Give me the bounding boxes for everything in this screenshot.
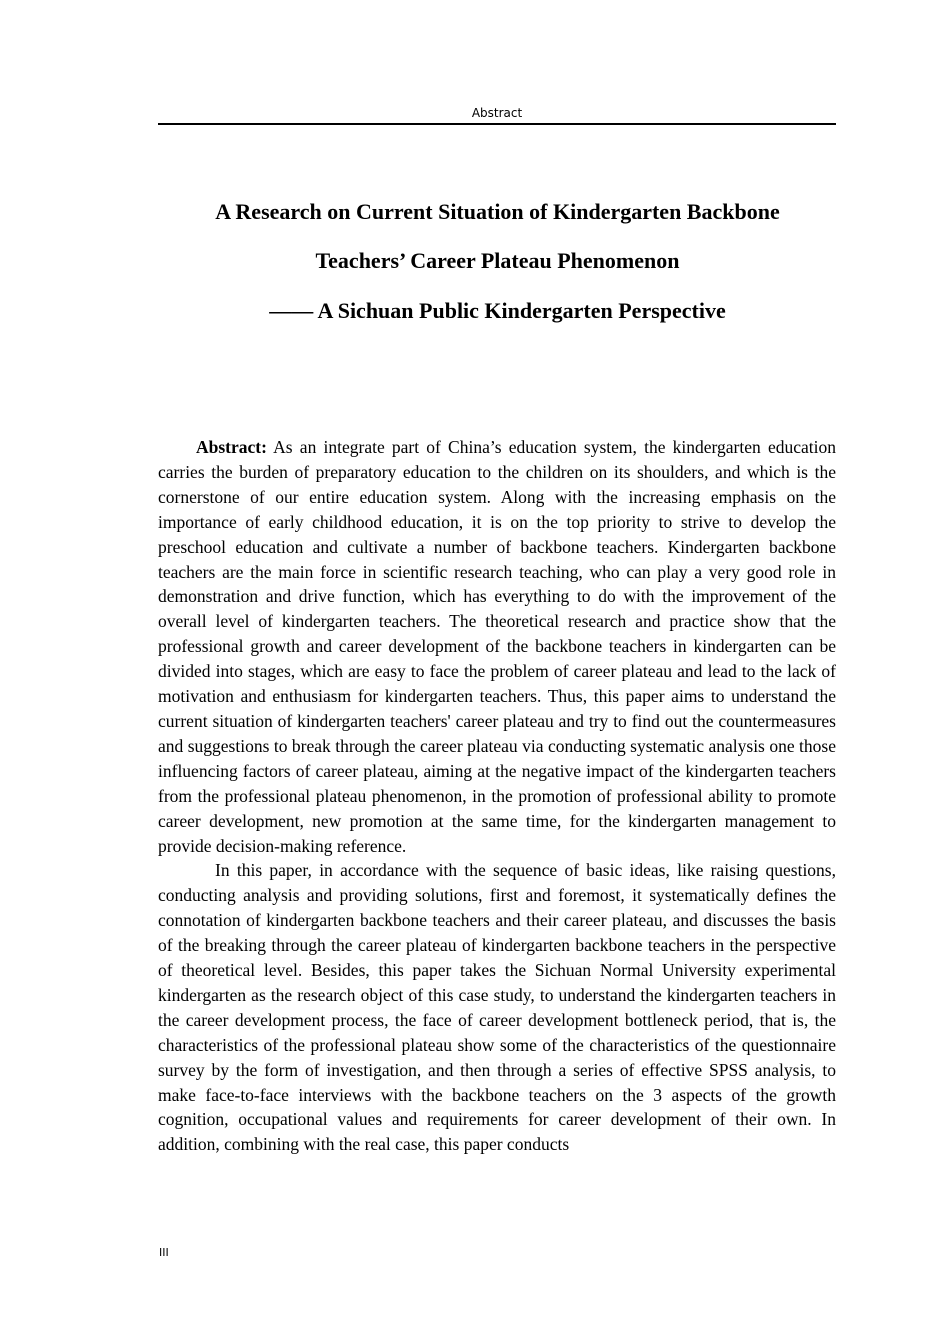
title-line-2: Teachers’ Career Plateau Phenomenon (315, 248, 680, 273)
subtitle-line: —— A Sichuan Public Kindergarten Perspective (269, 298, 726, 323)
page-number: III (159, 1246, 169, 1259)
abstract-body (158, 435, 836, 1157)
abstract-paragraph-1-text: As an integrate part of China’s education system, the kindergarten education carries the burden of preparatory education to the children on its shoulders, and which is the cornerstone of our entire education system. Along with the increasing emphasis on the importance of early childhood education, it is on the top priority to strive to develop the preschool education and cultivate a number of backbone teachers. Kindergarten backbone teachers are the main force in scientific research teaching, who can play a very good role in demonstration and drive function, which has everything to do with the improvement of the overall level of kindergarten teachers. The theoretical research and practice show that the professional growth and career development of the backbone teachers in kindergarten can be divided into stages, which are easy to face the problem of career plateau and lead to the lack of motivation and enthusiasm for kindergarten teachers. Thus, this paper aims to understand the current situation of kindergarten teachers' career plateau and try to find out the countermeasures and suggestions to break through the career plateau via conducting systematic analysis one those influencing factors of career plateau, aiming at the negative impact of the kindergarten teachers from the professional plateau phenomenon, in the promotion of professional ability to promote career development, new promotion at the same time, for the kindergarten management to provide decision-making reference. (158, 437, 836, 856)
abstract-paragraph-1 (158, 435, 836, 858)
header-rule (158, 123, 836, 125)
abstract-label: Abstract: (196, 437, 267, 457)
title-line-1: A Research on Current Situation of Kindergarten Backbone (215, 199, 780, 224)
abstract-paragraph-2: In this paper, in accordance with the sequence of basic ideas, like raising questions, conducting analysis and providing solutions, first and foremost, it systematically defines the connotation of kindergarten backbone teachers and their career plateau, and discusses the basis of the breaking through the career plateau of kindergarten backbone teachers in the perspective of theoretical level. Besides, this paper takes the Sichuan Normal University experimental kindergarten as the research object of this case study, to understand the kindergarten teachers in the career development process, the face of career development bottleneck period, that is, the characteristics of the professional plateau show some of the characteristics of the questionnaire survey by the form of investigation, and then through a series of effective SPSS analysis, to make face-to-face interviews with the backbone teachers on the 3 aspects of the growth cognition, occupational values and requirements for career development of their own. In addition, combining with the real case, this paper conducts (158, 860, 836, 1155)
running-header: Abstract (471, 106, 523, 120)
